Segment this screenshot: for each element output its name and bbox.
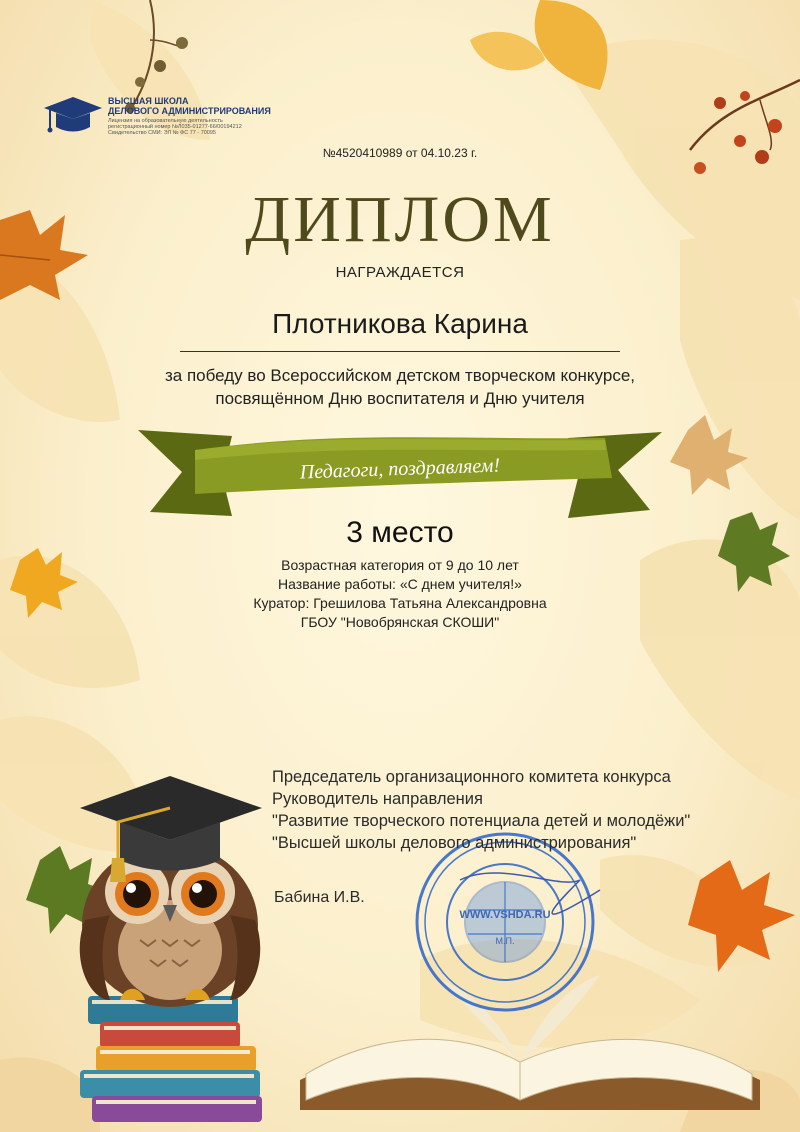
recipient-name: Плотникова Карина [272, 308, 528, 339]
stamp-center-text: WWW.VSHDA.RU [459, 909, 551, 921]
stamp-code-text: М.П. [495, 936, 515, 946]
awarded-label: НАГРАЖДАЕТСЯ [335, 264, 465, 281]
description-line-1: за победу во Всероссийском детском творческом конкурсе, [164, 366, 635, 385]
award-description [0, 364, 800, 410]
description-line-2: посвящённом Дню воспитателя и Дню учителя [215, 389, 585, 408]
signer-name: Бабина И.В. [274, 889, 365, 906]
owl-mascot-illustration [80, 776, 262, 1007]
logo-license-line-2: регистрационный номер №Л035-01277-66/00194212 [108, 124, 242, 130]
place-award: 3 место [346, 516, 454, 549]
work-title: Название работы: «С днем учителя!» [278, 576, 522, 592]
registration-number: №4520410989 от 04.10.23 г. [322, 146, 478, 160]
signature-line-1: Председатель организационного комитета конкурса [272, 768, 671, 786]
age-category: Возрастная категория от 9 до 10 лет [281, 557, 519, 573]
logo-line-2: ДЕЛОВОГО АДМИНИСТРИРОВАНИЯ [108, 106, 271, 116]
ribbon-text: Педагоги, поздравляем! [299, 454, 501, 484]
award-details [0, 556, 800, 632]
signature-block [272, 766, 690, 854]
logo-license-line-3: Свидетельство СМИ: ЭЛ № ФС 77 - 70095 [108, 130, 216, 136]
graduation-cap-logo-icon [42, 94, 104, 138]
signature-line-4: "Высшей школы делового администрирования" [272, 834, 637, 852]
logo-title [108, 96, 271, 116]
yellow-leaf-icon [535, 0, 608, 90]
signature-line-3: "Развитие творческого потенциала детей и молодёжи" [272, 812, 691, 830]
curator: Куратор: Грешилова Татьяна Александровна [253, 595, 547, 611]
logo-license [108, 118, 242, 136]
diploma-title: ДИПЛОМ [245, 183, 555, 256]
signature-line-2: Руководитель направления [272, 790, 483, 808]
school-name: ГБОУ "Новобрянская СКОШИ" [300, 614, 500, 630]
name-underline [180, 351, 620, 352]
books-stack-illustration [80, 996, 262, 1122]
logo-license-line-1: Лицензия на образовательную деятельность [108, 118, 223, 124]
logo-line-1: ВЫСШАЯ ШКОЛА [108, 96, 189, 106]
